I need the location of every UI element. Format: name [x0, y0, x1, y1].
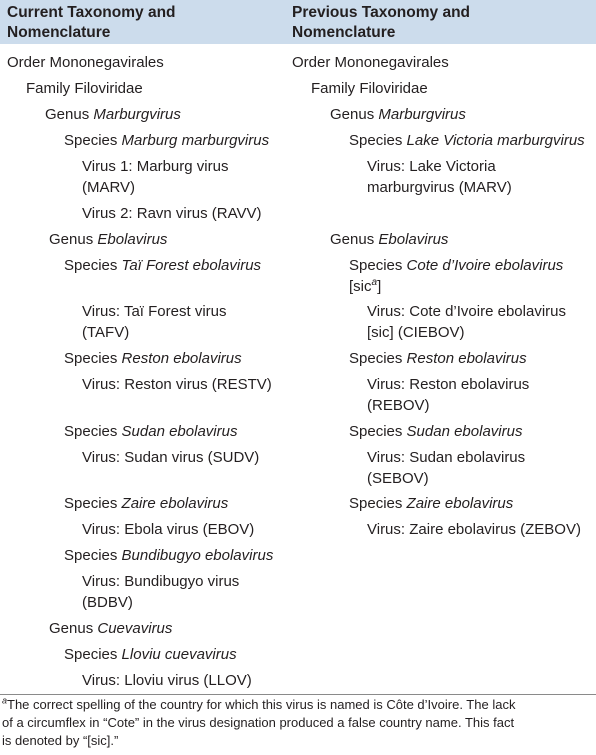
previous-family: Family Filoviridae	[311, 80, 428, 97]
current-species-lloviu: Species Lloviu cuevavirus	[64, 646, 237, 663]
header-current-line-2: Nomenclature	[7, 24, 111, 41]
table-header	[0, 0, 596, 44]
previous-genus-marburg: Genus Marburgvirus	[330, 106, 466, 123]
previous-species-cote: Species Cote d’Ivoire ebolavirus	[349, 257, 564, 274]
previous-species-sudan: Species Sudan ebolavirus	[349, 423, 523, 440]
previous-species-cote-sic: [sic$^a$]	[349, 277, 382, 295]
current-reston-virus: Virus: Reston virus (RESTV)	[82, 376, 272, 393]
current-genus-cueva: Genus Cuevavirus	[49, 620, 173, 637]
table-bottom-rule	[0, 694, 596, 695]
previous-sudan-virus-line-1: Virus: Sudan ebolavirus	[367, 449, 526, 466]
previous-sudan-virus-line-2: (SEBOV)	[367, 470, 429, 487]
header-previous-line-2: Nomenclature	[292, 24, 396, 41]
current-species-marburg: Species Marburg marburgvirus	[64, 132, 270, 149]
header-previous-line-1: Previous Taxonomy and	[292, 4, 471, 21]
current-virus2: Virus 2: Ravn virus (RAVV)	[82, 205, 262, 222]
table-footnote	[2, 696, 592, 750]
previous-reston-virus-line-1: Virus: Reston ebolavirus	[367, 376, 530, 393]
previous-cote-virus-line-1: Virus: Cote d’Ivoire ebolavirus	[367, 303, 566, 320]
current-zaire-virus: Virus: Ebola virus (EBOV)	[82, 521, 255, 538]
footnote-marker: a	[2, 695, 8, 706]
previous-cote-virus-line-2: [sic] (CIEBOV)	[367, 324, 465, 341]
current-bundibugyo-virus-line-2: (BDBV)	[82, 594, 133, 611]
current-sudan-virus: Virus: Sudan virus (SUDV)	[82, 449, 260, 466]
current-lloviu-virus: Virus: Lloviu virus (LLOV)	[82, 672, 252, 689]
current-tai-virus-line-2: (TAFV)	[82, 324, 130, 341]
previous-reston-virus-line-2: (REBOV)	[367, 397, 430, 414]
previous-species-zaire: Species Zaire ebolavirus	[349, 495, 514, 512]
previous-marv-line-2: marburgvirus (MARV)	[367, 179, 512, 196]
current-species-tai: Species Taï Forest ebolavirus	[64, 257, 262, 274]
current-species-bundibugyo: Species Bundibugyo ebolavirus	[64, 547, 274, 564]
current-genus-marburg: Genus Marburgvirus	[45, 106, 181, 123]
current-tai-virus-line-1: Virus: Taï Forest virus	[82, 303, 227, 320]
header-current-line-1: Current Taxonomy and	[7, 4, 176, 21]
current-order: Order Mononegavirales	[7, 54, 164, 71]
previous-genus-ebola: Genus Ebolavirus	[330, 231, 449, 248]
current-virus1-line-1: Virus 1: Marburg virus	[82, 158, 229, 175]
footnote-line-2: of a circumflex in “Cote” in the virus designation produced a false country name. This fact	[2, 715, 515, 730]
previous-species-marburg: Species Lake Victoria marburgvirus	[349, 132, 585, 149]
current-family: Family Filoviridae	[26, 80, 143, 97]
footnote-ref-a: a	[371, 277, 378, 288]
current-species-sudan: Species Sudan ebolavirus	[64, 423, 238, 440]
footnote-line-3: is denoted by “[sic].”	[2, 733, 119, 748]
current-species-reston: Species Reston ebolavirus	[64, 350, 242, 367]
previous-zaire-virus: Virus: Zaire ebolavirus (ZEBOV)	[367, 521, 581, 538]
current-species-zaire: Species Zaire ebolavirus	[64, 495, 229, 512]
current-bundibugyo-virus-line-1: Virus: Bundibugyo virus	[82, 573, 240, 590]
current-genus-ebola: Genus Ebolavirus	[49, 231, 168, 248]
header-current-taxonomy	[7, 3, 176, 43]
previous-marv-line-1: Virus: Lake Victoria	[367, 158, 496, 175]
previous-species-reston: Species Reston ebolavirus	[349, 350, 527, 367]
current-virus1-line-2: (MARV)	[82, 179, 136, 196]
header-previous-taxonomy	[292, 3, 470, 43]
previous-order: Order Mononegavirales	[292, 54, 449, 71]
footnote-line-1: $^a$The correct spelling of the country for which this virus is named is Côte d’Ivoire. The lack	[2, 695, 516, 712]
